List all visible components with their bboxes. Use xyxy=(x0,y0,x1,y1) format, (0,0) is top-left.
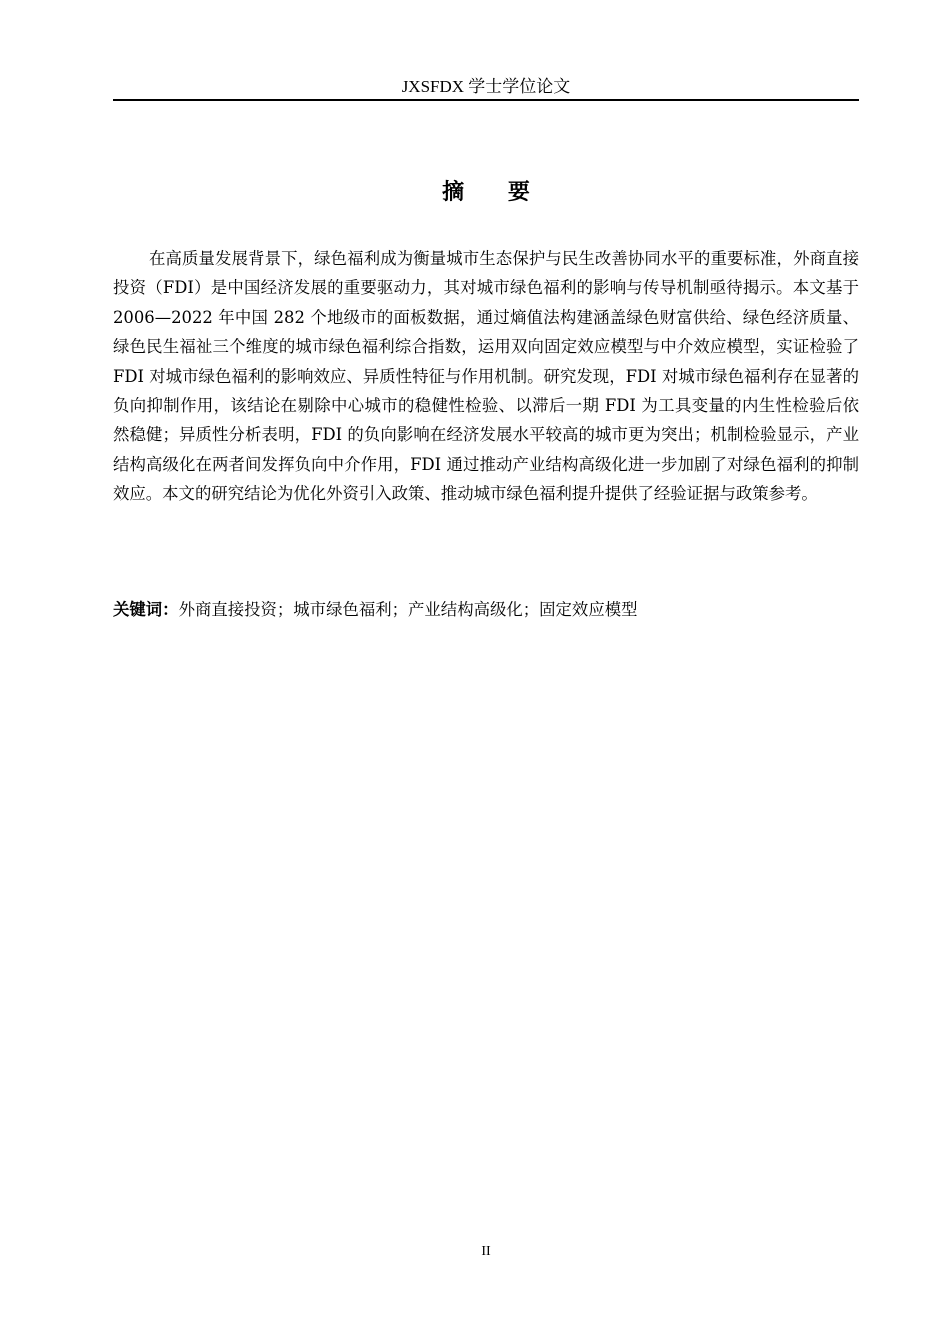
running-header: JXSFDX 学士学位论文 xyxy=(401,77,571,96)
abstract-title: 摘 要 xyxy=(442,180,548,205)
keywords-text: 外商直接投资；城市绿色福利；产业结构高级化；固定效应模型 xyxy=(178,600,638,619)
abstract-body: 在高质量发展背景下，绿色福利成为衡量城市生态保护与民生改善协同水平的重要标准，外商直接投资（FDI）是中国经济发展的重要驱动力，其对城市绿色福利的影响与传导机制亟待揭示。本文基于 2006—2022 年中国 282 个地级市的面板数据，通过熵值法构建涵盖绿色财富供给、绿色经济质量、绿色民生福祉三个维度的城市绿色福利综合指数，运用双向固定效应模型与中介效应模型，实证检验了 FDI 对城市绿色福利的影响效应、异质性特征与作用机制。研究发现，FDI 对城市绿色福利存在显著的负向抑制作用，该结论在剔除中心城市的稳健性检验、以滞后一期 FDI 为工具变量的内生性检验后依然稳健；异质性分析表明，FDI 的负向影响在经济发展水平较高的城市更为突出；机制检验显示，产业结构高级化在两者间发挥负向中介作用，FDI 通过推动产业结构高级化进一步加剧了对绿色福利的抑制效应。本文的研究结论为优化外资引入政策、推动城市绿色福利提升提供了经验证据与政策参考。 xyxy=(113,249,859,504)
header-rule xyxy=(113,99,859,101)
keywords-label: 关键词： xyxy=(113,600,179,619)
keywords-line xyxy=(113,595,859,624)
page-number: II xyxy=(481,1244,491,1259)
